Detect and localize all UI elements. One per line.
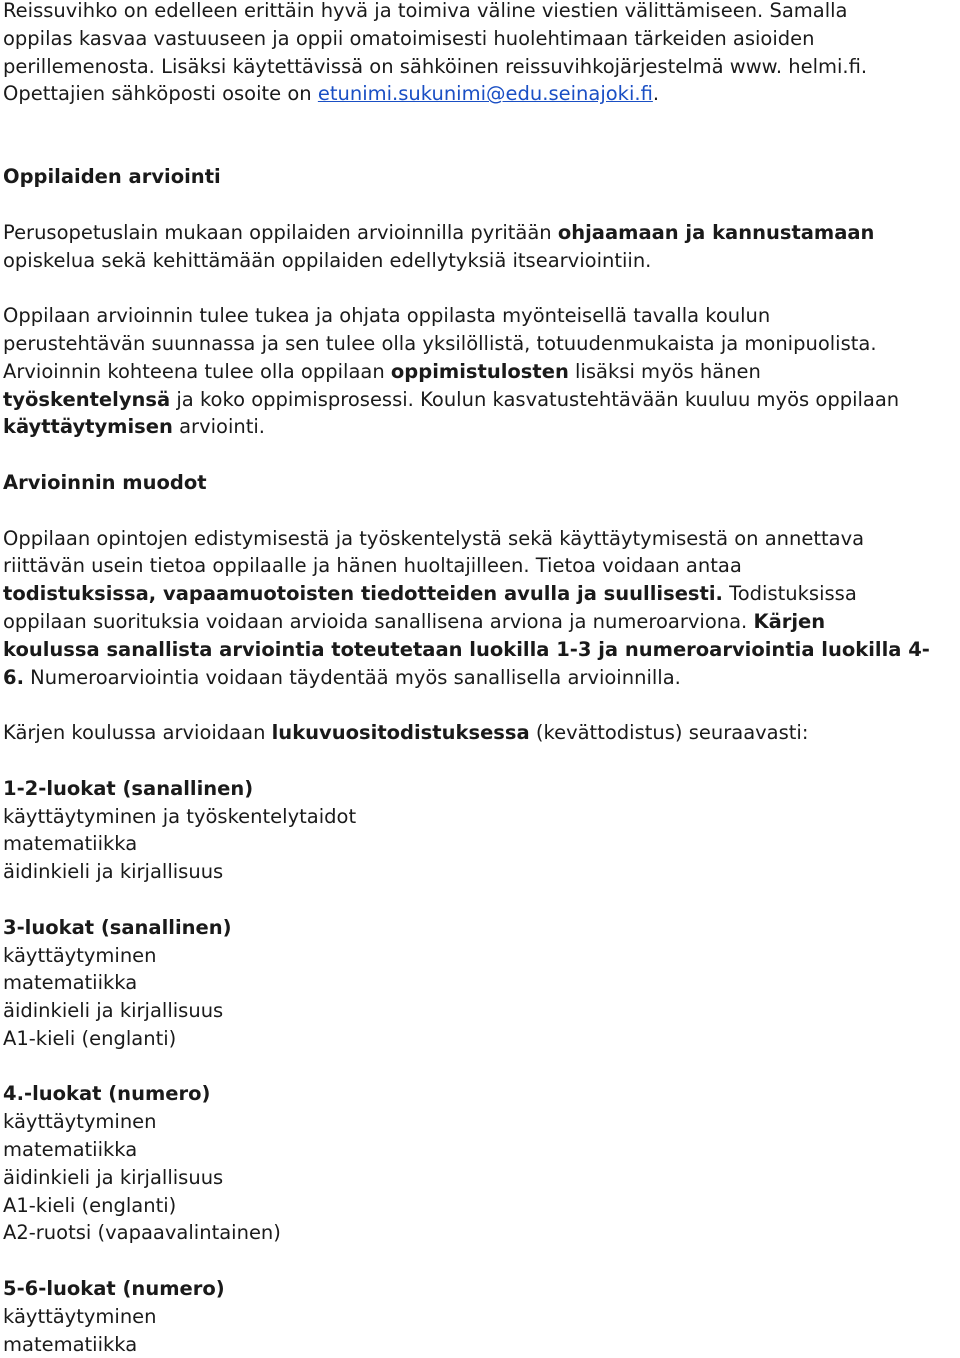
paragraph-line bbox=[3, 664, 960, 692]
paragraph-line: Oppilaan arvioinnin tulee tukea ja ohjata oppilasta myönteisellä tavalla koulun bbox=[3, 304, 771, 328]
grade-block bbox=[3, 1275, 960, 1358]
spacer bbox=[3, 441, 960, 469]
grade-title: 3-luokat (sanallinen) bbox=[3, 915, 232, 939]
grade-title: 4.-luokat (numero) bbox=[3, 1082, 211, 1106]
spacer bbox=[3, 886, 960, 914]
intro-paragraph bbox=[3, 0, 960, 108]
emphasis: 6. bbox=[3, 665, 24, 689]
subject-item: matematiikka bbox=[3, 1332, 138, 1356]
subject-item: matematiikka bbox=[3, 1138, 138, 1162]
paragraph-line bbox=[3, 608, 960, 636]
subject-item: käyttäytyminen bbox=[3, 943, 157, 967]
emphasis: käyttäytymisen bbox=[3, 415, 173, 439]
text: Todistuksissa bbox=[722, 582, 857, 606]
emphasis: työskentelynsä bbox=[3, 387, 171, 411]
paragraph-line bbox=[3, 413, 960, 441]
subject-item: matematiikka bbox=[3, 832, 138, 856]
subject-item: matematiikka bbox=[3, 971, 138, 995]
paragraph-line: koulussa sanallista arviointia toteutetaan luokilla 1-3 ja numeroarviointia luokilla 4- bbox=[3, 637, 930, 661]
grade-block bbox=[3, 1080, 960, 1247]
grade-title: 5-6-luokat (numero) bbox=[3, 1277, 225, 1301]
subject-item: A1-kieli (englanti) bbox=[3, 1193, 177, 1217]
subject-item: käyttäytyminen bbox=[3, 1304, 157, 1328]
forms-paragraph-2 bbox=[3, 719, 960, 747]
text: Perusopetuslain mukaan oppilaiden arvioinnilla pyritään bbox=[3, 220, 558, 244]
subject-item: A2-ruotsi (vapaavalintainen) bbox=[3, 1221, 281, 1245]
emphasis: todistuksissa, vapaamuotoisten tiedotteiden avulla ja suullisesti. bbox=[3, 582, 723, 606]
subject-item: käyttäytyminen bbox=[3, 1110, 157, 1134]
text: Arvioinnin kohteena tulee olla oppilaan bbox=[3, 359, 391, 383]
intro-text: . bbox=[652, 82, 660, 106]
spacer bbox=[3, 1247, 960, 1275]
paragraph-line bbox=[3, 719, 960, 747]
spacer bbox=[3, 191, 960, 219]
paragraph-line: opiskelua sekä kehittämään oppilaiden edellytyksiä itsearviointiin. bbox=[3, 248, 652, 272]
grade-title: 1-2-luokat (sanallinen) bbox=[3, 776, 254, 800]
paragraph-line: riittävän usein tietoa oppilaalle ja hänen huoltajilleen. Tietoa voidaan antaa bbox=[3, 554, 742, 578]
subject-item: äidinkieli ja kirjallisuus bbox=[3, 860, 224, 884]
section-heading-arvioinnin-muodot: Arvioinnin muodot bbox=[3, 470, 207, 494]
intro-line: oppilas kasvaa vastuuseen ja oppii omatoimisesti huolehtimaan tärkeiden asioiden bbox=[3, 26, 815, 50]
intro-text: Opettajien sähköposti osoite on bbox=[3, 82, 318, 106]
paragraph-line: Oppilaan opintojen edistymisestä ja työskentelystä sekä käyttäytymisestä on annettava bbox=[3, 526, 865, 550]
text: oppilaan suorituksia voidaan arvioida sanallisena arviona ja numeroarviona. bbox=[3, 609, 754, 633]
paragraph-line bbox=[3, 358, 960, 386]
spacer bbox=[3, 691, 960, 719]
email-link[interactable]: etunimi.sukunimi@edu.seinajoki.fi bbox=[317, 82, 653, 106]
text: ja koko oppimisprosessi. Koulun kasvatustehtävään kuuluu myös oppilaan bbox=[170, 387, 900, 411]
spacer bbox=[3, 108, 960, 163]
emphasis: Kärjen bbox=[753, 609, 826, 633]
emphasis: oppimistulosten bbox=[390, 359, 569, 383]
emphasis: lukuvuositodistuksessa bbox=[271, 721, 530, 745]
grade-block bbox=[3, 914, 960, 1053]
text: Numeroarviointia voidaan täydentää myös sanallisella arvioinnilla. bbox=[23, 665, 681, 689]
emphasis: ohjaamaan ja kannustamaan bbox=[557, 220, 875, 244]
intro-line: perillemenosta. Lisäksi käytettävissä on sähköinen reissuvihkojärjestelmä www. helmi.fi. bbox=[3, 54, 868, 78]
text: Kärjen koulussa arvioidaan bbox=[3, 721, 272, 745]
subject-item: A1-kieli (englanti) bbox=[3, 1026, 177, 1050]
section-heading-oppilaiden-arviointi: Oppilaiden arviointi bbox=[3, 165, 221, 189]
text: arviointi. bbox=[172, 415, 265, 439]
grade-block bbox=[3, 775, 960, 886]
paragraph-line bbox=[3, 580, 960, 608]
subject-item: äidinkieli ja kirjallisuus bbox=[3, 1165, 224, 1189]
paragraph-line bbox=[3, 219, 960, 247]
paragraph-line bbox=[3, 386, 960, 414]
paragraph-line: perustehtävän suunnassa ja sen tulee olla yksilöllistä, totuudenmukaista ja monipuolista. bbox=[3, 331, 877, 355]
spacer bbox=[3, 497, 960, 525]
grade-subject-lists bbox=[3, 775, 960, 1358]
subject-item: käyttäytyminen ja työskentelytaidot bbox=[3, 804, 357, 828]
text: (kevättodistus) seuraavasti: bbox=[529, 721, 809, 745]
subject-item: äidinkieli ja kirjallisuus bbox=[3, 999, 224, 1023]
spacer bbox=[3, 747, 960, 775]
forms-paragraph-1 bbox=[3, 525, 960, 692]
intro-line: Reissuvihko on edelleen erittäin hyvä ja toimiva väline viestien välittämiseen. Samalla bbox=[3, 0, 848, 22]
assessment-paragraph-1 bbox=[3, 219, 960, 275]
intro-line bbox=[3, 80, 960, 108]
spacer bbox=[3, 1053, 960, 1081]
assessment-paragraph-2 bbox=[3, 302, 960, 441]
spacer bbox=[3, 274, 960, 302]
text: lisäksi myös hänen bbox=[568, 359, 761, 383]
